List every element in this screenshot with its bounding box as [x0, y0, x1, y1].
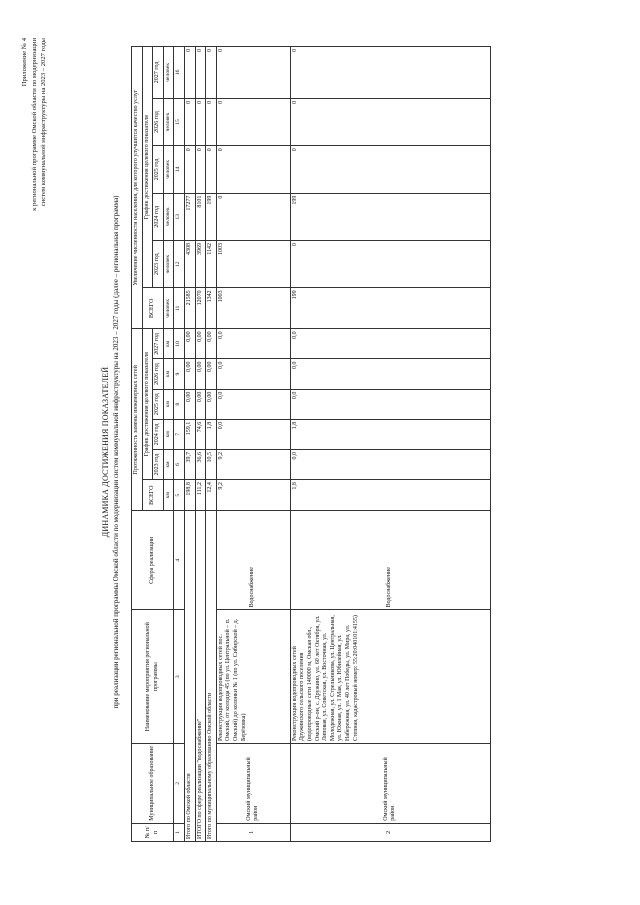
- header-people-schedule: График достижения целевого показателя: [142, 47, 153, 288]
- header-num: № п/п: [132, 823, 174, 841]
- header-km-total: ВСЕГО: [142, 480, 163, 511]
- header-length-group: Протяженность замены инженерных сетей: [132, 329, 143, 511]
- summary-people-value: 0: [195, 146, 206, 193]
- row-km-value: 9,2: [216, 449, 290, 479]
- summary-km-value: 1,8: [206, 419, 217, 449]
- summary-label: Итого по муниципальному образованию Омской области: [206, 511, 217, 842]
- row-km-value: 1,8: [290, 419, 490, 449]
- header-km-year-2024: 2024 год: [153, 419, 164, 449]
- summary-label: Итого по Омской области: [184, 511, 195, 842]
- summary-km-value: 0,00: [195, 329, 206, 359]
- column-index: 12: [174, 241, 185, 288]
- row-people-value: 199: [290, 288, 490, 329]
- header-km-year-2027: 2027 год: [153, 329, 164, 359]
- column-index: 1: [174, 823, 185, 841]
- summary-people-value: 12070: [195, 288, 206, 329]
- appendix-line-3: систем коммунальной инфраструктуры на 2023 – 2027 годы: [40, 38, 47, 207]
- header-km-year-2026: 2026 год: [153, 359, 164, 389]
- unit-km: км: [163, 359, 174, 389]
- row-municipality: Омский муниципальный район: [290, 743, 490, 823]
- title-main: ДИНАМИКА ДОСТИЖЕНИЯ ПОКАЗАТЕЛЕЙ: [101, 366, 110, 538]
- summary-people-value: 4308: [184, 241, 195, 288]
- row-sphere: Водоснабжение: [290, 511, 490, 610]
- row-km-value: 0,0: [216, 419, 290, 449]
- indicators-table-wrapper: [131, 46, 491, 842]
- row-km-value: 0,0: [216, 359, 290, 389]
- column-index: 11: [174, 288, 185, 329]
- column-index: 9: [174, 359, 185, 389]
- header-km-year-2023: 2023 год: [153, 449, 164, 479]
- summary-km-value: 12,4: [206, 480, 217, 511]
- summary-km-value: 111,2: [195, 480, 206, 511]
- summary-row-region: [184, 47, 195, 842]
- title-sub: при реализации региональной программы Омской области по модернизации систем коммунальной инфраструктуры на 2023 – 2027 годы (далее – региональная программа): [112, 195, 120, 709]
- column-index: 8: [174, 389, 185, 419]
- unit-people: человек: [163, 193, 174, 240]
- row-km-value: 0,0: [290, 359, 490, 389]
- unit-people: человек: [163, 241, 174, 288]
- table-row: [290, 47, 490, 842]
- row-km-value: 0,0: [290, 449, 490, 479]
- summary-people-value: 0: [206, 98, 217, 145]
- summary-km-value: 39,7: [184, 449, 195, 479]
- unit-people: человек: [163, 47, 174, 99]
- unit-people: человек: [163, 98, 174, 145]
- summary-row-water-supply: [195, 47, 206, 842]
- row-number: 2: [290, 823, 490, 841]
- summary-people-value: 1342: [206, 288, 217, 329]
- summary-people-value: 3969: [195, 241, 206, 288]
- summary-people-value: 0: [195, 98, 206, 145]
- appendix-line-2: к региональной программе Омской области по модернизации: [30, 38, 38, 211]
- rotated-landscape-content: [0, 32, 640, 872]
- column-index: 6: [174, 449, 185, 479]
- row-people-value: 199: [290, 193, 490, 240]
- table-row: [216, 47, 290, 842]
- summary-km-value: 198,8: [184, 480, 195, 511]
- summary-people-value: 0: [184, 98, 195, 145]
- document-title: [100, 32, 122, 872]
- header-people-year-2024: 2024 год: [153, 193, 164, 240]
- column-index: 3: [174, 610, 185, 744]
- row-km-value: 0,0: [290, 329, 490, 359]
- summary-label: ИТОГО по сфере реализации "водоснабжение": [195, 511, 206, 842]
- column-index: 4: [174, 511, 185, 610]
- row-number: 1: [216, 823, 290, 841]
- row-people-value: 0: [290, 47, 490, 99]
- header-people-total: ВСЕГО: [142, 288, 163, 329]
- summary-km-value: 0,00: [184, 329, 195, 359]
- summary-km-value: 0,00: [184, 359, 195, 389]
- appendix-number: Приложение № 4: [21, 38, 28, 87]
- row-km-value: 0,0: [216, 329, 290, 359]
- header-row-column-index: [174, 47, 185, 842]
- summary-people-value: 199: [206, 193, 217, 240]
- row-measure: Реконструкция водопроводных сетей пос. Омский, от колодца 45 (по ул. Центральной – п. Омский) до колонки № 1 (по ул. Сибирской – д. Берёзовка): [216, 610, 290, 744]
- summary-people-value: 8101: [195, 193, 206, 240]
- indicators-table: [131, 46, 491, 842]
- header-sphere: Сфера реализации: [132, 511, 174, 610]
- column-index: 14: [174, 146, 185, 193]
- row-people-value: 0: [216, 146, 290, 193]
- summary-km-value: 159,1: [184, 419, 195, 449]
- row-people-value: 0: [290, 241, 490, 288]
- summary-km-value: 0,00: [184, 389, 195, 419]
- unit-km: км: [163, 419, 174, 449]
- summary-people-value: 0: [206, 47, 217, 99]
- row-municipality: Омский муниципальный район: [216, 743, 290, 823]
- row-people-value: 0: [216, 47, 290, 99]
- row-people-value: 0: [290, 146, 490, 193]
- column-index: 5: [174, 480, 185, 511]
- summary-km-value: 10,5: [206, 449, 217, 479]
- column-index: 2: [174, 743, 185, 823]
- unit-people: человек: [163, 288, 174, 329]
- unit-people: человек: [163, 146, 174, 193]
- summary-people-value: 0: [184, 47, 195, 99]
- unit-km: км: [163, 480, 174, 511]
- summary-people-value: 17277: [184, 193, 195, 240]
- header-people-year-2025: 2025 год: [153, 146, 164, 193]
- header-people-year-2023: 2023 год: [153, 241, 164, 288]
- header-measure: Наименование мероприятия региональной программы: [132, 610, 174, 744]
- summary-people-value: 0: [184, 146, 195, 193]
- summary-people-value: 0: [195, 47, 206, 99]
- header-people-year-2027: 2027 год: [153, 47, 164, 99]
- header-km-year-2025: 2025 год: [153, 389, 164, 419]
- summary-km-value: 0,00: [206, 389, 217, 419]
- row-km-value: 0,0: [290, 389, 490, 419]
- summary-km-value: 0,00: [195, 359, 206, 389]
- row-people-value: 0: [216, 98, 290, 145]
- column-index: 13: [174, 193, 185, 240]
- column-index: 10: [174, 329, 185, 359]
- summary-km-value: 0,00: [195, 389, 206, 419]
- summary-people-value: 1142: [206, 241, 217, 288]
- row-people-value: 1003: [216, 241, 290, 288]
- appendix-note: [20, 38, 49, 458]
- summary-km-value: 0,00: [206, 329, 217, 359]
- summary-row-municipality: [206, 47, 217, 842]
- row-people-value: 1003: [216, 288, 290, 329]
- row-km-value: 0,0: [216, 389, 290, 419]
- unit-km: км: [163, 329, 174, 359]
- column-index: 7: [174, 419, 185, 449]
- header-km-schedule: График достижения целевого показателя: [142, 329, 153, 480]
- summary-people-value: 21585: [184, 288, 195, 329]
- summary-km-value: 0,00: [206, 359, 217, 389]
- row-people-value: 0: [290, 98, 490, 145]
- unit-km: км: [163, 389, 174, 419]
- row-people-value: 0: [216, 193, 290, 240]
- header-municipality: Муниципальное образование: [132, 743, 174, 823]
- header-people-year-2026: 2026 год: [153, 98, 164, 145]
- header-people-group: Увеличение численности населения, для которого улучшится качество услуг: [132, 47, 143, 329]
- unit-km: км: [163, 449, 174, 479]
- summary-km-value: 36,6: [195, 449, 206, 479]
- row-km-value: 1,8: [290, 480, 490, 511]
- header-row-1: [132, 47, 143, 842]
- row-measure: Реконструкция водопроводных сетей Дружинского сельского поселения (водопроводные сети 140000 м, Омская обл., Омский р-он, с. Дружино, ул. 60 лет Октября, ул. Липовая, ул. Советская, ул. Восточная, ул. Молодежная, ул. Стрельникова, ул. Центральная, ул. Южная, ул. 1 Мая, ул. Юбилейная, ул. Набережная, ул. 40 лет Победы, ул. Мира, ул. Степная, кадастровый номер: 55:20:040101:4155): [290, 610, 490, 744]
- summary-people-value: 0: [206, 146, 217, 193]
- row-km-value: 9,2: [216, 480, 290, 511]
- column-index: 16: [174, 47, 185, 99]
- column-index: 15: [174, 98, 185, 145]
- row-sphere: Водоснабжение: [216, 511, 290, 610]
- summary-km-value: 74,6: [195, 419, 206, 449]
